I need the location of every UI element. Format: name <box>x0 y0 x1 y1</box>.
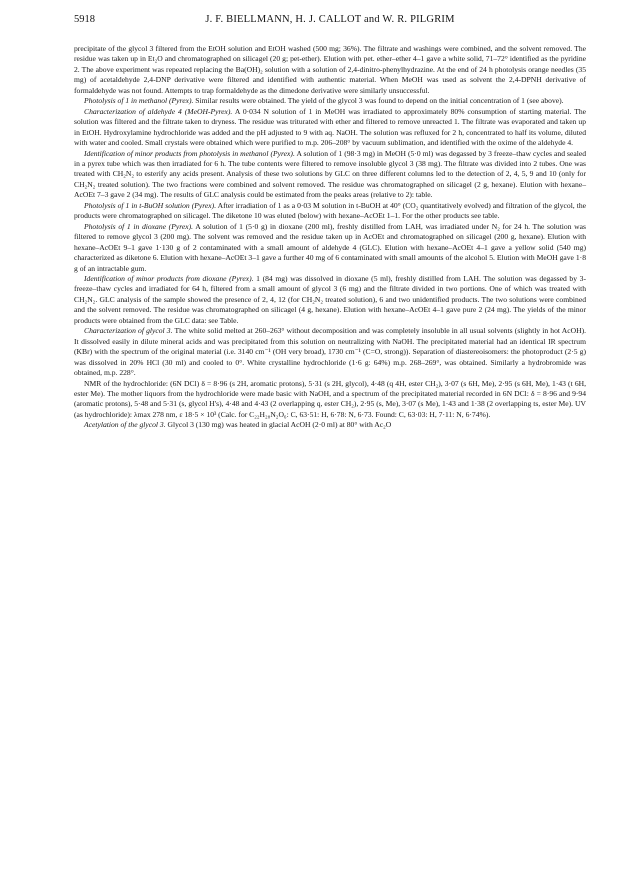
paragraph-text: 1 (84 mg) was dissolved in dioxane (5 ml), freshly distilled from LAH. The solution was degassed by 3-freeze–thaw cycles and irradiated for 64 h, filtered from a small amount of glycol 3 (6 mg) and the filtrate divided in two portions. One of which was treated with CH₂N₂. GLC analysis of the sample showed the presence of 2, 4, 12 (for CH₂N₂ treated solution), 6 and two unidentified products. The two solutions were combined and the solvent removed. The residue was chromatographed on silicagel (4 g, hexane). Elution with hexane–AcOEt 4–1 gave pure 2 (24 mg). The yields of the minor products were obtained from the GLC data: see Table. <box>74 273 586 325</box>
paragraph <box>74 379 586 421</box>
paragraph <box>74 149 586 201</box>
paragraph-text: The white solid melted at 260–263° without decomposition and was completely insoluble in all usual solvents (slightly in hot AcOH). It dissolved easily in dilute mineral acids and was precipitated from this solution on neutralizing with NaOH. The precipitated material had an identical IR spectrum (KBr) with the spectrum of the original material (i.e. 3140 cm⁻¹ (OH very broad), 1730 cm⁻¹ (C=O, strong)). Separation of diastereoisomers: the photoproduct (2·5 g) was dissolved in 20% HCl (30 ml) and cooled to 0°. White crystalline hydrochloride (1·6 g: 64%) m.p. 268–269°, was obtained. Similarly a hydrobromide was obtained, m.p. 228°. <box>74 326 586 378</box>
paragraph-lead: Characterization of glycol 3. <box>84 326 173 336</box>
paragraph-text: Similar results were obtained. The yield of the glycol 3 was found to depend on the initial concentration of 1 (see above). <box>193 96 564 106</box>
paragraph-text: NMR of the hydrochloride: (6N DCl) δ = 8·96 (s 2H, aromatic protons), 5·31 (s 2H, glycol), 4·48 (q 4H, ester CH₂), 3·07 (s 6H, Me), 2·95 (s 6H, Me), 1·43 (t 6H, ester Me). The mother liquors from the hydrochloride were made basic with NaOH, and a spectrum of the precipitated material recorded in 6N DCl: δ = 8·96 and 9·94 (aromatic protons), 5·48 and 5·31 (s, glycol H's), 4·48 and 4·43 (2 overlapping q, ester CH₂), 2·95 (s, Me), 3·07 (s Me), 1·43 and 1·38 (2 overlapping ts, ester Me). UV (as hydrochloride): λmax 278 nm, ε 18·5 × 10³ (Calc. for C₂₂H₂₈N₂O₆: C, 63·51: H, 6·78: N, 6·73. Found: C, 63·03: H, 7·11: N, 6·74%). <box>74 378 586 419</box>
paragraph-lead: Identification of minor products from dioxane (Pyrex). <box>84 273 254 283</box>
paragraph-lead: Photolysis of 1 in methanol (Pyrex). <box>84 96 194 106</box>
paragraph <box>74 201 586 222</box>
article-body <box>74 44 586 431</box>
paragraph-lead: Characterization of aldehyde 4 (MeOH-Pyrex). <box>84 106 233 116</box>
paragraph-lead: Photolysis of 1 in dioxane (Pyrex). <box>84 221 194 231</box>
paragraph-text: A 0·034 N solution of 1 in MeOH was irradiated to approximately 80% consumption of starting material. The solution was filtered and the filtrate taken to dryness. The residue was triturated with ether and filtered to remove unreacted 1. The filtrate was evaporated and taken up in EtOH. Hydroxylamine hydrochloride was added and the pH adjusted to 9 with aq. NaOH. The solution was refluxed for 2 h, concentrated to half its volume, diluted with water and cooled. Small crystals were obtained which were purified to m.p. 206–208° by vacuum sublimation, and identified with the oxime of the aldehyde 4. <box>74 106 586 148</box>
paragraph-text: Glycol 3 (130 mg) was heated in glacial AcOH (2·0 ml) at 80° with Ac₂O <box>165 420 392 430</box>
paragraph-text: precipitate of the glycol 3 filtered from the EtOH solution and EtOH washed (500 mg; 36%). The filtrate and washings were combined, and the solvent removed. The residue was taken up in Et₂O and chromatographed on silicagel (20 g; pet-ether). Elution with pet. ether–ether 4–1 gave a white solid, 71–72° identified as the pyridine 2. The above experiment was repeated replacing the Ba(OH)₂ solution with a solution of 2,4-dinitro-phenylhydrazine. At the end of 24 h photolysis orange needles (35 mg) of acetaldehyde 2,4-DNP derivative were filtered and identified with authentic material. When MeOH was used as solvent the 2,4-DPNH derivative of formaldehyde was not found. Attempts to trap formaldehyde as the dimedone derivative were similarly unsuccessful. <box>74 44 586 95</box>
paragraph-text: A solution of 1 (5·0 g) in dioxane (200 ml), freshly distilled from LAH, was irradiated under N₂ for 24 h. The solution was filtered to remove glycol 3 (200 mg). The solvent was removed and the residue taken up in AcOEt and chromatographed on silicagel (200 g, hexane). Elution with hexane–AcOEt 9–1 gave 1·130 g of 2 contaminated with a small amount of aldehyde 4 (GLC). Elution with hexane–AcOEt 4–1 gave a yellow solid (540 mg) characterized as diketone 6. Elution with hexane–AcOEt 3–1 gave a further 40 mg of 6 contaminated with small amounts of the alcohol 5. Elution with MeOH gave 1·8 g of an intractable gum. <box>74 221 586 273</box>
paragraph <box>74 44 586 96</box>
running-head: J. F. BIELLMANN, H. J. CALLOT and W. R. PILGRIM <box>205 14 455 25</box>
paragraph <box>74 274 586 326</box>
paragraph <box>74 420 586 430</box>
paragraph <box>74 96 586 106</box>
paragraph-lead: Photolysis of 1 in t-BuOH solution (Pyrex). <box>84 200 217 210</box>
page-header <box>74 14 586 44</box>
paragraph <box>74 326 586 378</box>
paragraph-text: A solution of 1 (98·3 mg) in MeOH (5·0 ml) was degassed by 3 freeze–thaw cycles and sealed in a pyrex tube which was then irradiated for 6 h. The tube contents were filtered to remove insoluble glycol 3 (38 mg). The filtrate was divided into 2 tubes. One was treated with CH₂N₂ to esterify any acids present. Analysis of these two solutions by GLC on three different columns led to the detection of 2, 4, 5, 9 and 10 (only for CH₂N₂ treated solution). The two fractions were combined and solvent removed. The residue was chromatographed on silicagel (2 g, hexane). Elution with hexane–AcOEt 7–3 gave 2 (34 mg). The results of GLC analysis could be estimated from the peaks areas (relative to 2): table. <box>74 148 586 200</box>
paragraph-lead: Identification of minor products from photolysis in methanol (Pyrex). <box>84 148 295 158</box>
paragraph <box>74 107 586 149</box>
paragraph-text: After irradiation of 1 as a 0·03 M solution in t-BuOH at 40° (CO₂ quantitatively evolved) and filtration of the glycol, the products were chromatographed on silicagel. The diketone 10 was eluted (below) with hexane–AcOEt 1–1. For the other products see table. <box>74 200 586 221</box>
page-number: 5918 <box>74 14 95 25</box>
paragraph <box>74 222 586 274</box>
paragraph-lead: Acetylation of the glycol 3. <box>84 420 166 430</box>
